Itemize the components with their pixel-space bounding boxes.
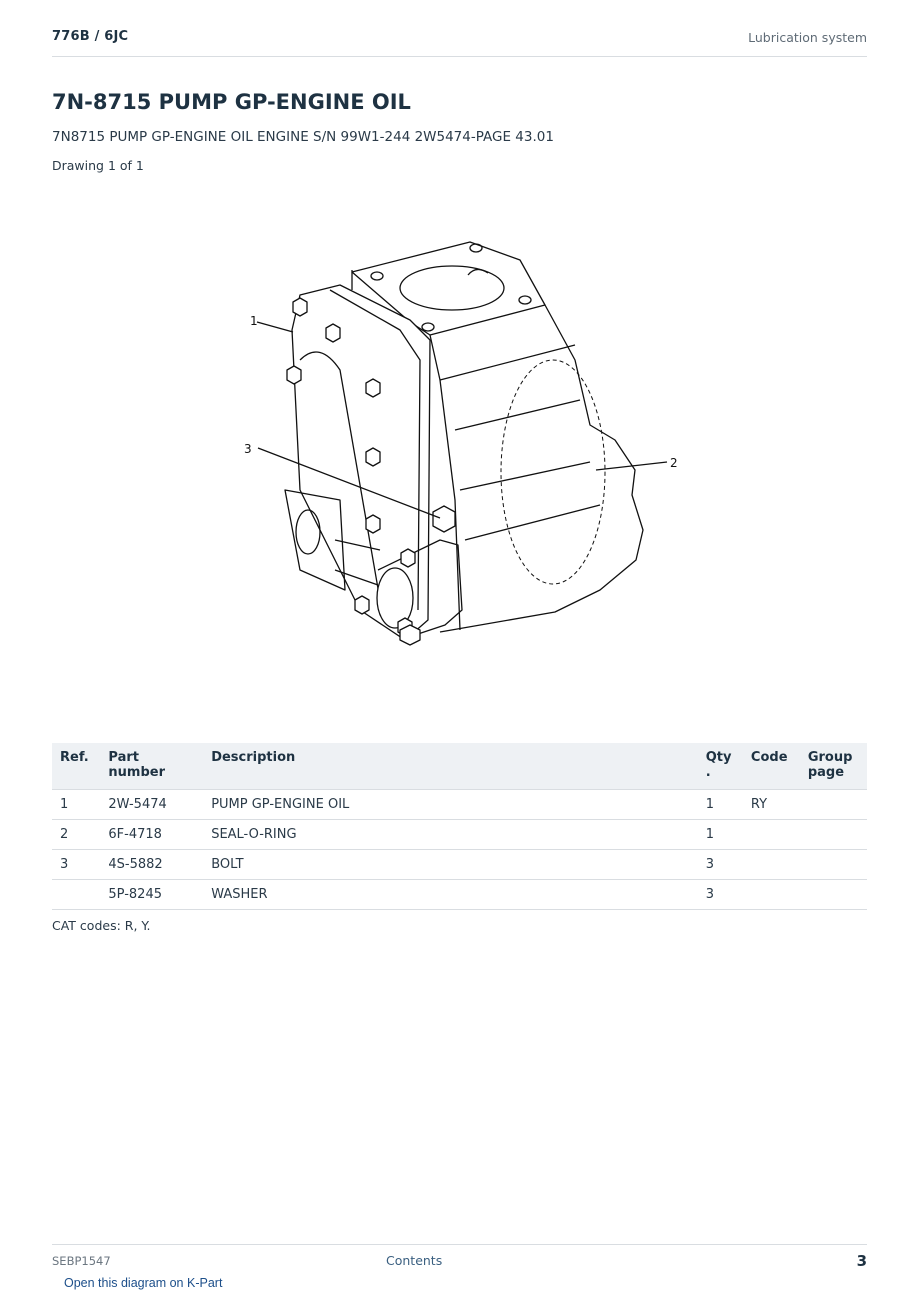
- cell-code: [743, 820, 800, 850]
- callout-3: 3: [244, 442, 252, 456]
- page-footer: [52, 1244, 867, 1270]
- cell-description: WASHER: [203, 880, 698, 910]
- cell-code: [743, 850, 800, 880]
- table-header-row: [52, 743, 867, 790]
- callout-1: 1: [250, 314, 258, 328]
- page-header: [52, 28, 867, 57]
- cell-group-page: [800, 790, 867, 820]
- callout-2: 2: [670, 456, 678, 470]
- cell-code: RY: [743, 790, 800, 820]
- table-row: [52, 850, 867, 880]
- cell-part-number: 2W-5474: [100, 790, 203, 820]
- header-description: Description: [203, 743, 698, 790]
- model-label: 776B / 6JC: [52, 29, 129, 44]
- cat-codes-note: CAT codes: R, Y.: [52, 918, 151, 933]
- header-part-number: Part number: [100, 743, 203, 790]
- document-id: SEBP1547: [52, 1254, 111, 1268]
- header-qty: Qty .: [698, 743, 743, 790]
- cell-description: BOLT: [203, 850, 698, 880]
- header-code: Code: [743, 743, 800, 790]
- page-subtitle: 7N8715 PUMP GP-ENGINE OIL ENGINE S/N 99W1-244 2W5474-PAGE 43.01: [52, 129, 554, 145]
- cell-ref: 2: [52, 820, 100, 850]
- cell-ref: 1: [52, 790, 100, 820]
- drawing-count: Drawing 1 of 1: [52, 158, 144, 173]
- kpart-diagram-link[interactable]: Open this diagram on K-Part: [64, 1276, 223, 1290]
- header-group-page: Group page: [800, 743, 867, 790]
- cell-ref: [52, 880, 100, 910]
- cell-part-number: 4S-5882: [100, 850, 203, 880]
- table-row: [52, 820, 867, 850]
- cell-qty: 1: [698, 820, 743, 850]
- contents-link[interactable]: Contents: [386, 1253, 443, 1268]
- cell-group-page: [800, 880, 867, 910]
- table-row: [52, 790, 867, 820]
- cell-group-page: [800, 820, 867, 850]
- table-row: [52, 880, 867, 910]
- cell-part-number: 6F-4718: [100, 820, 203, 850]
- pump-diagram: [230, 180, 690, 700]
- cell-qty: 3: [698, 850, 743, 880]
- section-label: Lubrication system: [748, 30, 867, 45]
- header-ref: Ref.: [52, 743, 100, 790]
- cell-description: PUMP GP-ENGINE OIL: [203, 790, 698, 820]
- page-number: 3: [856, 1252, 867, 1270]
- cell-group-page: [800, 850, 867, 880]
- cell-qty: 3: [698, 880, 743, 910]
- cell-ref: 3: [52, 850, 100, 880]
- cell-description: SEAL-O-RING: [203, 820, 698, 850]
- cell-part-number: 5P-8245: [100, 880, 203, 910]
- cell-qty: 1: [698, 790, 743, 820]
- page-title: 7N-8715 PUMP GP-ENGINE OIL: [52, 90, 411, 114]
- cell-code: [743, 880, 800, 910]
- parts-table: [52, 743, 867, 910]
